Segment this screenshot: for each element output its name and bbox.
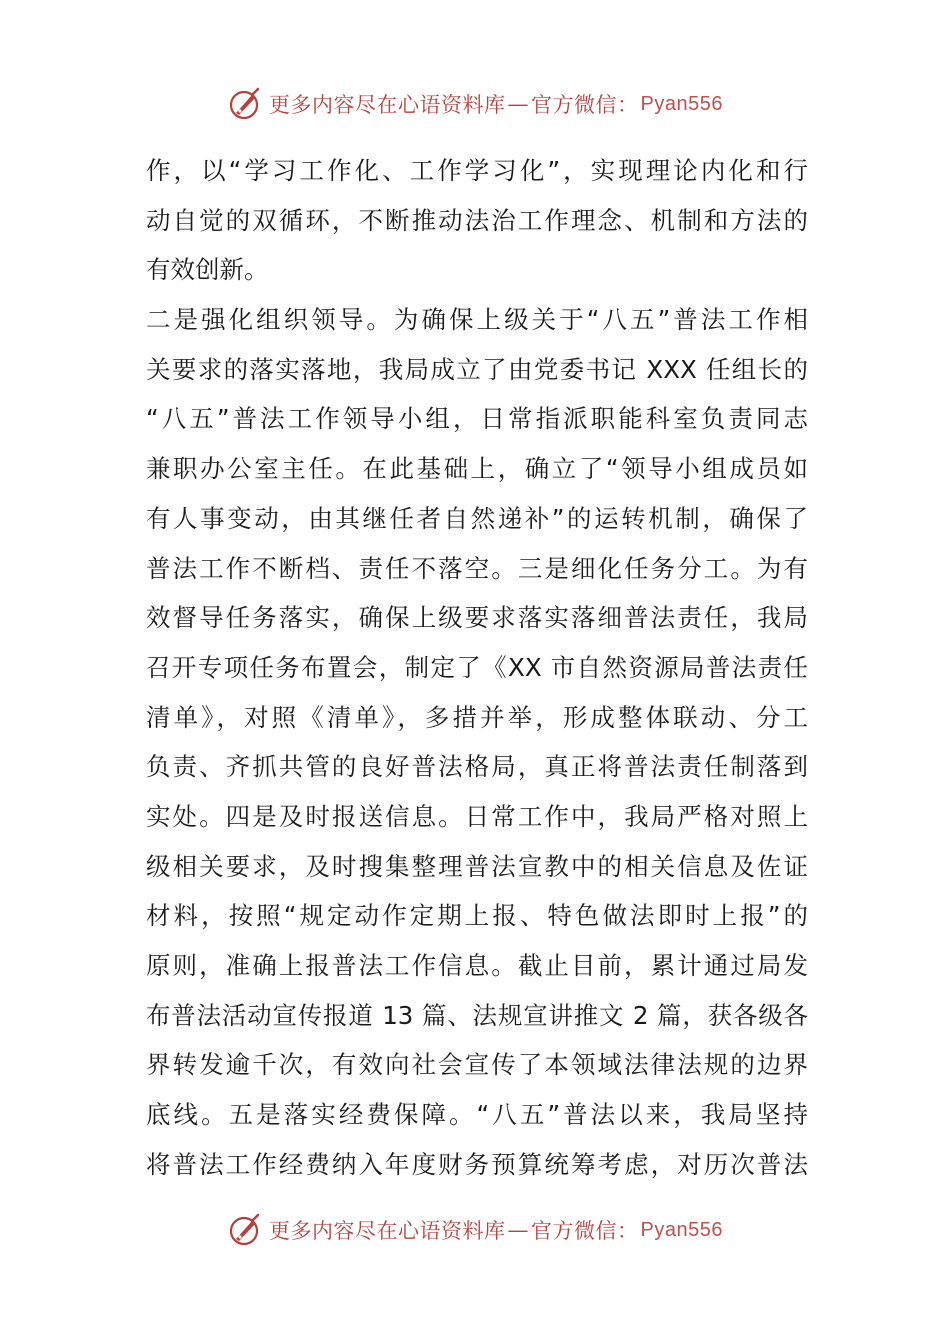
text-line: 召开专项任务布置会，制定了《XX 市自然资源局普法责任: [146, 652, 808, 682]
document-body: [146, 146, 808, 1189]
text-line: 界转发逾千次，有效向社会宣传了本领域法律法规的边界: [146, 1050, 808, 1080]
text-line: 级相关要求，及时搜集整理普法宣教中的相关信息及佐证: [146, 851, 808, 881]
text-line: “八五”普法工作领导小组，日常指派职能科室负责同志: [146, 404, 808, 434]
text-line: 作，以“学习工作化、工作学习化”，实现理论内化和行: [146, 156, 808, 185]
watermark-prefix: 更多内容尽在心语资料库: [269, 1219, 506, 1243]
text-line: 材料，按照“规定动作定期上报、特色做法即时上报”的: [146, 901, 808, 931]
watermark-id: Pyan556: [640, 92, 723, 115]
watermark-id: Pyan556: [640, 1218, 723, 1241]
text-line: 普法工作不断档、责任不落空。三是细化任务分工。为有: [146, 553, 808, 583]
text-line: 负责、齐抓共管的良好普法格局，真正将普法责任制落到: [146, 752, 808, 782]
text-line: 原则，准确上报普法工作信息。截止目前，累计通过局发: [146, 951, 808, 980]
watermark-dash: —: [507, 92, 530, 116]
text-line: 效督导任务落实，确保上级要求落实落细普法责任，我局: [146, 603, 808, 633]
text-line: 布普法活动宣传报道 13 篇、法规宣讲推文 2 篇，获各级各: [146, 1000, 808, 1030]
text-line: 有人事变动，由其继任者自然递补”的运转机制，确保了: [146, 503, 808, 533]
text-line: 动自觉的双循环，不断推动法治工作理念、机制和方法的: [146, 205, 808, 235]
text-line: 将普法工作经费纳入年度财务预算统筹考虑，对历次普法: [146, 1149, 808, 1179]
text-line: 兼职办公室主任。在此基础上，确立了“领导小组成员如: [146, 454, 808, 484]
text-line: 底线。五是落实经费保障。“八五”普法以来，我局坚持: [146, 1100, 808, 1130]
text-line: 有效创新。: [146, 255, 269, 285]
watermark-label: 官方微信：: [531, 1219, 639, 1243]
footer-watermark: [0, 1210, 950, 1250]
text-line: 关要求的落实落地，我局成立了由党委书记 XXX 任组长的: [146, 354, 808, 384]
watermark-label: 官方微信：: [531, 93, 639, 117]
text-line: 二是强化组织领导。为确保上级关于“八五”普法工作相: [146, 305, 808, 335]
watermark-dash: —: [507, 1218, 530, 1242]
pen-nib-circle-icon: [227, 1212, 263, 1248]
header-watermark: [0, 84, 950, 124]
text-line: 清单》，对照《清单》，多措并举，形成整体联动、分工: [146, 702, 808, 732]
pen-nib-circle-icon: [227, 86, 263, 122]
watermark-prefix: 更多内容尽在心语资料库: [269, 93, 506, 117]
text-line: 实处。四是及时报送信息。日常工作中，我局严格对照上: [146, 801, 808, 831]
